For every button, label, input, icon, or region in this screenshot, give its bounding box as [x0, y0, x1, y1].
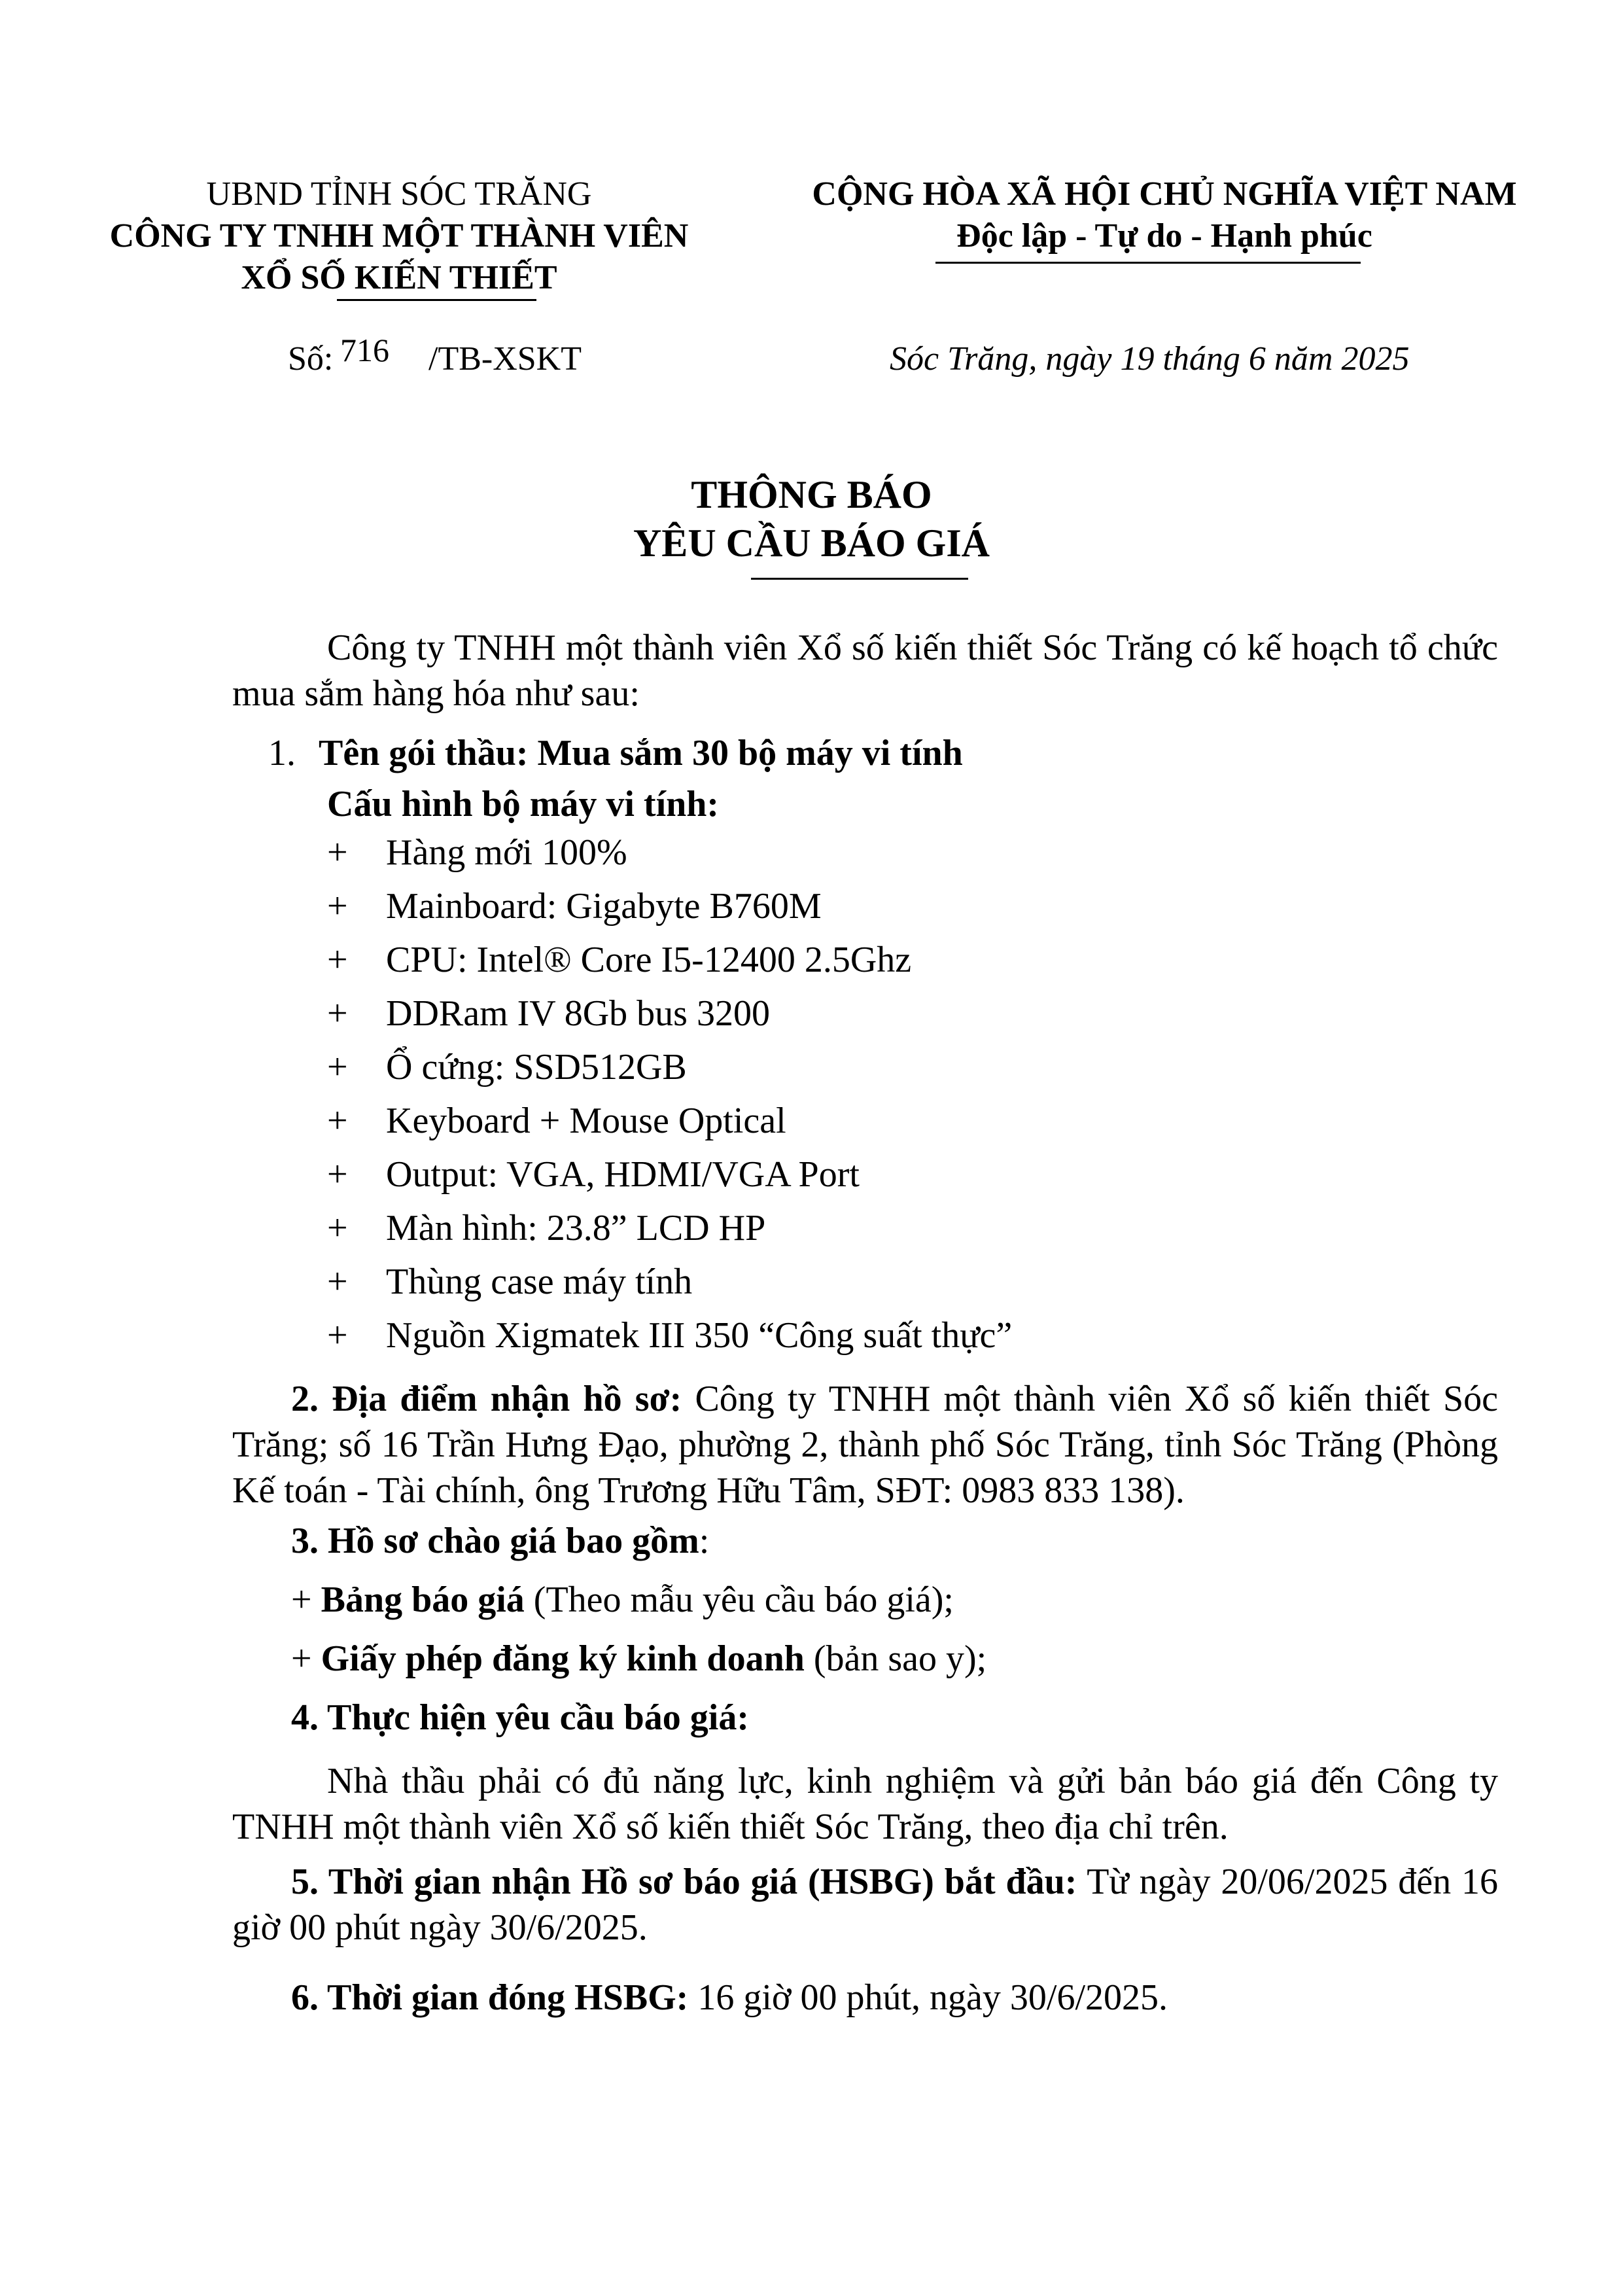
- section3-item-title: Giấy phép đăng ký kinh doanh: [321, 1638, 805, 1679]
- spec-item: Keyboard + Mouse Optical: [386, 1101, 786, 1141]
- section3-item-bullet: +: [291, 1638, 321, 1679]
- section4-paragraph: Nhà thầu phải có đủ năng lực, kinh nghiệm và gửi bản báo giá đến Công ty TNHH một thành viên Xổ số kiến thiết Sóc Trăng, theo địa chỉ trên.: [232, 1761, 1498, 1847]
- section3-item-note: (Theo mẫu yêu cầu báo giá);: [524, 1580, 954, 1620]
- spec-item: Mainboard: Gigabyte B760M: [386, 886, 822, 927]
- section3-item-quote: [291, 1578, 954, 1621]
- section2-label: 2. Địa điểm nhận hồ sơ:: [291, 1379, 682, 1419]
- section4-heading: 4. Thực hiện yêu cầu báo giá:: [291, 1697, 749, 1738]
- section6-paragraph: [291, 1976, 1168, 2019]
- section3-item-note: (bản sao y);: [804, 1638, 987, 1679]
- doc-title: THÔNG BÁO: [691, 473, 932, 516]
- spec-bullet: +: [327, 1154, 348, 1195]
- section2-text: Công ty TNHH một thành viên Xổ số kiến thiết Sóc Trăng; số 16 Trần Hưng Đạo, phường 2, thành phố Sóc Trăng, tỉnh Sóc Trăng (Phòng Kế toán - Tài chính, ông Trương Hữu Tâm, SĐT: 0983 833 138).: [232, 1379, 1499, 1511]
- spec-bullet: +: [327, 886, 348, 927]
- spec-item: Ổ cứng: SSD512GB: [386, 1047, 687, 1087]
- spec-item: Thùng case máy tính: [386, 1262, 693, 1302]
- spec-item: Nguồn Xigmatek III 350 “Công suất thực”: [386, 1315, 1013, 1356]
- section1-subheading: Cấu hình bộ máy vi tính:: [327, 784, 720, 824]
- spec-bullet: +: [327, 1047, 348, 1087]
- section5-label: 5. Thời gian nhận Hồ sơ báo giá (HSBG) bắt đầu:: [291, 1862, 1077, 1902]
- national-motto: Độc lập - Tự do - Hạnh phúc: [956, 217, 1372, 255]
- spec-bullet: +: [327, 993, 348, 1034]
- section3-heading: [291, 1519, 709, 1563]
- spec-bullet: +: [327, 940, 348, 980]
- section3-label: 3. Hồ sơ chào giá bao gồm: [291, 1521, 699, 1561]
- doc-subtitle: YÊU CẦU BÁO GIÁ: [633, 521, 990, 565]
- header-right-underline: [935, 262, 1361, 264]
- national-title: CỘNG HÒA XÃ HỘI CHỦ NGHĨA VIỆT NAM: [812, 175, 1517, 213]
- header-left-underline: [337, 299, 536, 301]
- date-line: Sóc Trăng, ngày 19 tháng 6 năm 2025: [890, 340, 1410, 378]
- spec-bullet: +: [327, 1262, 348, 1302]
- ref-number: 716: [340, 332, 389, 368]
- header-agency: UBND TỈNH SÓC TRĂNG: [206, 175, 592, 213]
- ref-label: Số:: [288, 340, 334, 378]
- spec-bullet: +: [327, 1208, 348, 1248]
- section5-paragraph: [232, 1859, 1498, 1951]
- section3-colon: :: [699, 1521, 710, 1561]
- intro-paragraph: Công ty TNHH một thành viên Xổ số kiến thiết Sóc Trăng có kế hoạch tổ chức mua sắm hàng hóa như sau:: [232, 627, 1498, 714]
- spec-bullet: +: [327, 1101, 348, 1141]
- spec-item: CPU: Intel® Core I5-12400 2.5Ghz: [386, 940, 912, 980]
- section6-text: 16 giờ 00 phút, ngày 30/6/2025.: [688, 1977, 1168, 2018]
- section3-item-license: [291, 1637, 986, 1680]
- section3-item-bullet: +: [291, 1580, 321, 1620]
- section6-label: 6. Thời gian đóng HSBG:: [291, 1977, 689, 2018]
- section2-paragraph: [232, 1376, 1498, 1513]
- spec-bullet: +: [327, 832, 348, 873]
- title-underline: [751, 578, 968, 580]
- spec-bullet: +: [327, 1315, 348, 1356]
- section5-text: Từ ngày 20/06/2025 đến 16 giờ 00 phút ngày 30/6/2025.: [232, 1862, 1499, 1948]
- spec-item: Output: VGA, HDMI/VGA Port: [386, 1154, 860, 1195]
- spec-item: Hàng mới 100%: [386, 832, 627, 873]
- header-company: CÔNG TY TNHH MỘT THÀNH VIÊN: [109, 217, 689, 255]
- section3-item-title: Bảng báo giá: [321, 1580, 525, 1620]
- spec-item: Màn hình: 23.8” LCD HP: [386, 1208, 766, 1248]
- spec-item: DDRam IV 8Gb bus 3200: [386, 993, 770, 1034]
- header-company-sub: XỔ SỐ KIẾN THIẾT: [241, 259, 557, 296]
- section1-heading: Tên gói thầu: Mua sắm 30 bộ máy vi tính: [319, 733, 963, 773]
- ref-suffix: /TB-XSKT: [428, 340, 582, 378]
- section1-number: 1.: [268, 733, 296, 773]
